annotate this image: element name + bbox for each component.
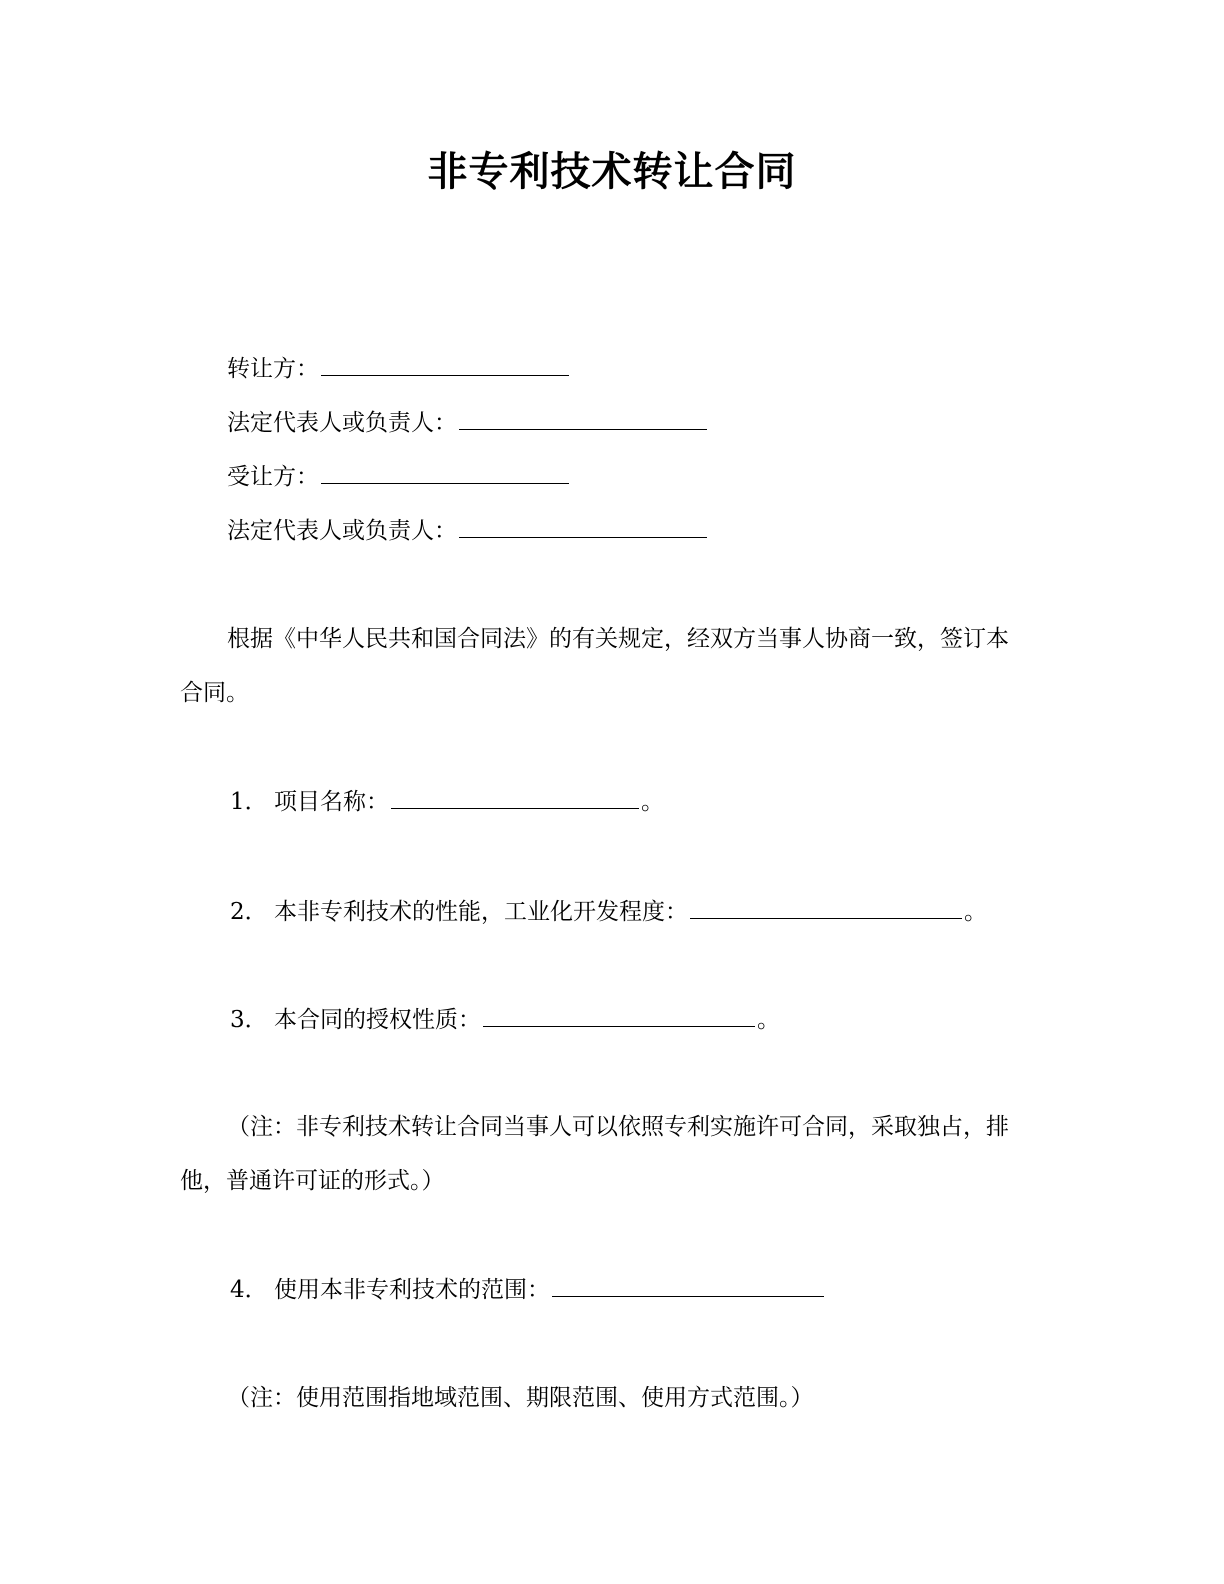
transferor-field [227, 352, 571, 386]
clause-label: 本非专利技术的性能，工业化开发程度： [274, 899, 688, 925]
clause-label: 本合同的授权性质： [274, 1007, 481, 1033]
transferee-rep-field [227, 514, 709, 548]
authorization-blank[interactable] [483, 1004, 755, 1027]
clause-number: 2． [230, 899, 268, 925]
transferee-field [227, 460, 571, 494]
note-1-line-2: 他，普通许可证的形式。） [180, 1168, 445, 1194]
clause-end: 。 [641, 789, 664, 815]
transferor-blank[interactable] [321, 353, 569, 376]
performance-blank[interactable] [690, 896, 962, 919]
clause-2 [230, 895, 987, 929]
clause-3 [230, 1003, 780, 1037]
clause-label: 使用本非专利技术的范围： [274, 1277, 550, 1303]
clause-number: 4． [230, 1277, 268, 1303]
note-1-line-1: （注：非专利技术转让合同当事人可以依照专利实施许可合同，采取独占，排 [227, 1114, 1009, 1140]
transferee-rep-label: 法定代表人或负责人： [227, 518, 457, 544]
clause-end: 。 [964, 899, 987, 925]
transferor-rep-blank[interactable] [459, 407, 707, 430]
clause-number: 1． [230, 789, 268, 815]
clause-4 [230, 1273, 826, 1307]
clause-label: 项目名称： [274, 789, 389, 815]
preamble-line-2: 合同。 [180, 680, 249, 706]
transferor-rep-field [227, 406, 709, 440]
transferee-rep-blank[interactable] [459, 515, 707, 538]
note-2: （注：使用范围指地域范围、期限范围、使用方式范围。） [227, 1385, 814, 1411]
transferor-rep-label: 法定代表人或负责人： [227, 410, 457, 436]
preamble-line-1: 根据《中华人民共和国合同法》的有关规定，经双方当事人协商一致，签订本 [227, 626, 1009, 652]
transferor-label: 转让方： [227, 356, 319, 382]
transferee-blank[interactable] [321, 461, 569, 484]
clause-1 [230, 785, 664, 819]
project-name-blank[interactable] [391, 786, 639, 809]
transferee-label: 受让方： [227, 464, 319, 490]
scope-blank[interactable] [552, 1274, 824, 1297]
clause-number: 3． [230, 1007, 268, 1033]
clause-end: 。 [757, 1007, 780, 1033]
document-title: 非专利技术转让合同 [427, 149, 797, 195]
